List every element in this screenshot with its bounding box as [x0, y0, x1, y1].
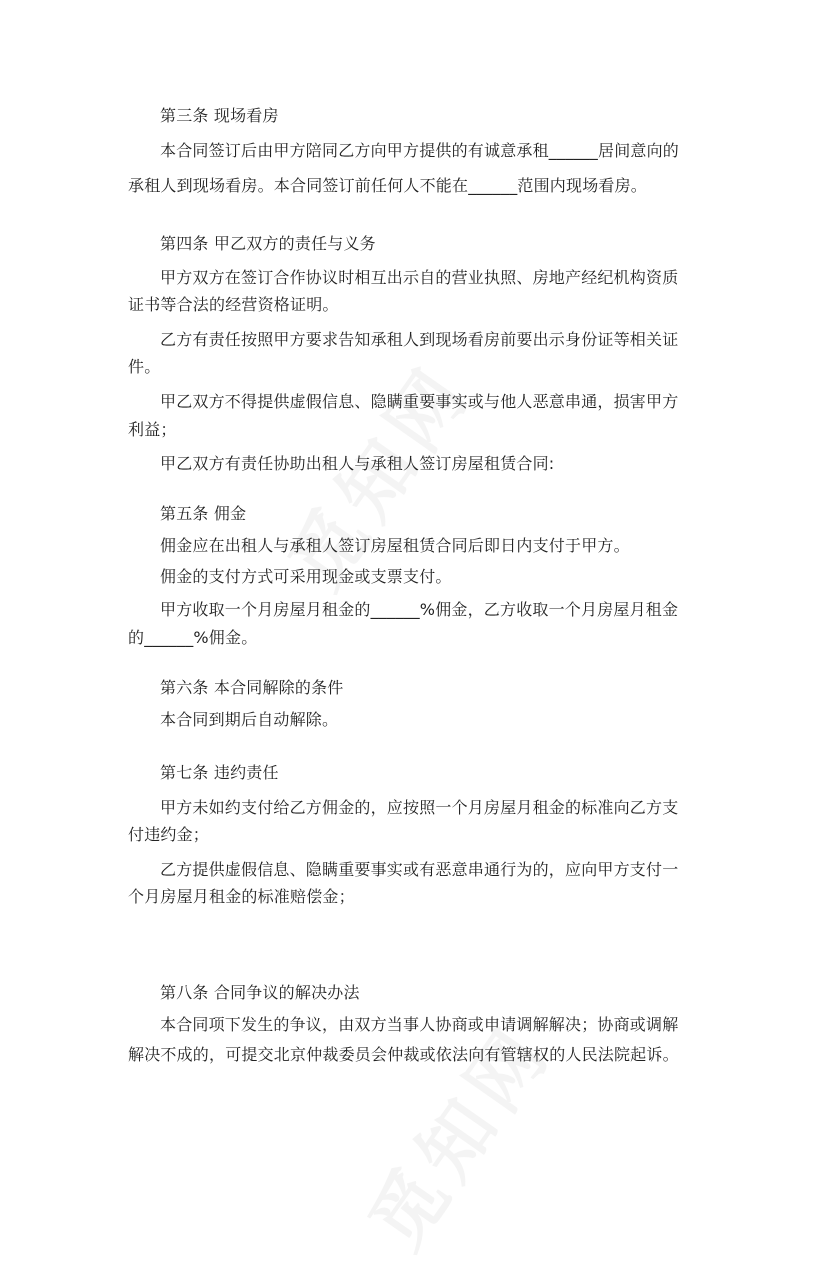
paragraph-line: 乙方提供虚假信息、隐瞒重要事实或有恶意串通行为的，应向甲方支付一	[160, 860, 679, 879]
paragraph-line: 本合同签订后由甲方陪同乙方向甲方提供的有诚意承租______居间意向的	[160, 141, 680, 160]
paragraph-line: 甲方未如约支付给乙方佣金的，应按照一个月房屋月租金的标准向乙方支	[160, 798, 679, 817]
paragraph-line: 的______%佣金。	[128, 628, 258, 647]
paragraph-line: 利益；	[128, 420, 177, 439]
paragraph-line: 解决不成的，可提交北京仲裁委员会仲裁或依法向有管辖权的人民法院起诉。	[128, 1045, 679, 1064]
paragraph-line: 佣金应在出租人与承租人签订房屋租赁合同后即日内支付于甲方。	[160, 536, 630, 555]
paragraph-line: 证书等合法的经营资格证明。	[128, 295, 339, 314]
paragraph-line: 本合同到期后自动解除。	[160, 710, 339, 729]
article-4-heading: 第四条 甲乙双方的责任与义务	[160, 234, 376, 253]
paragraph-line: 本合同项下发生的争议，由双方当事人协商或申请调解解决；协商或调解	[160, 1015, 679, 1034]
paragraph-line: 个月房屋月租金的标准赔偿金；	[128, 887, 355, 906]
article-8-heading: 第八条 合同争议的解决办法	[160, 983, 360, 1002]
watermark	[340, 999, 571, 1266]
paragraph-line: 佣金的支付方式可采用现金或支票支付。	[160, 567, 452, 586]
paragraph-line: 付违约金；	[128, 825, 210, 844]
paragraph-line: 甲方收取一个月房屋月租金的______%佣金，乙方收取一个月房屋月租金	[160, 600, 679, 619]
paragraph-line: 乙方有责任按照甲方要求告知承租人到现场看房前要出示身份证等相关证	[160, 330, 679, 349]
paragraph-line: 甲乙双方不得提供虚假信息、隐瞒重要事实或与他人恶意串通，损害甲方	[160, 392, 679, 411]
paragraph-line: 甲方双方在签订合作协议时相互出示自的营业执照、房地产经纪机构资质	[160, 268, 679, 287]
paragraph-line: 甲乙双方有责任协助出租人与承租人签订房屋租赁合同:	[160, 454, 555, 473]
article-5-heading: 第五条 佣金	[160, 504, 247, 523]
article-6-heading: 第六条 本合同解除的条件	[160, 678, 344, 697]
paragraph-line: 承租人到现场看房。本合同签订前任何人不能在______范围内现场看房。	[128, 176, 648, 195]
article-7-heading: 第七条 违约责任	[160, 763, 279, 782]
paragraph-line: 件。	[128, 357, 161, 376]
article-3-heading: 第三条 现场看房	[160, 106, 279, 125]
